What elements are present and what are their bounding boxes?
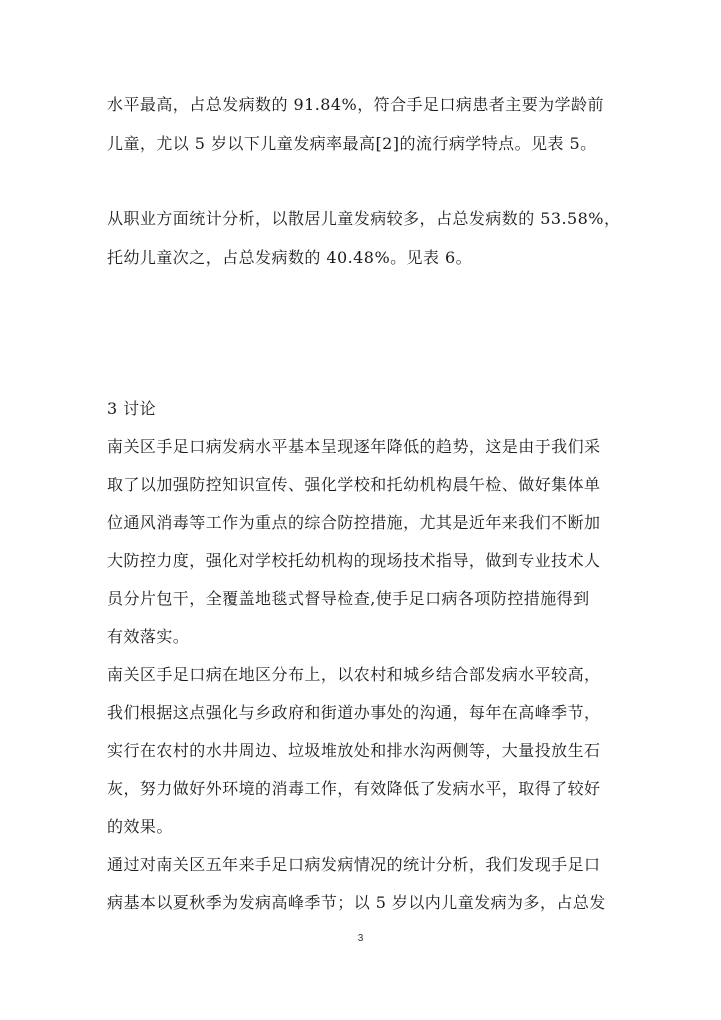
discussion-p1-line-6: 有效落实。 [107, 627, 190, 646]
section-heading: 3 讨论 [107, 399, 157, 418]
occupation-paragraph-line-1: 从职业方面统计分析，以散居儿童发病较多，占总发病数的 53.58%， [107, 209, 621, 228]
discussion-p2-line-3: 实行在农村的水井周边、垃圾堆放处和排水沟两侧等，大量投放生石 [107, 741, 601, 760]
discussion-p1-line-5: 员分片包干，全覆盖地毯式督导检查,使手足口病各项防控措施得到 [107, 589, 590, 608]
discussion-p3-line-1: 通过对南关区五年来手足口病发病情况的统计分析，我们发现手足口 [107, 855, 601, 874]
discussion-p3-line-2: 病基本以夏秋季为发病高峰季节；以 5 岁以内儿童发病为多，占总发 [107, 893, 606, 912]
occupation-paragraph-line-2: 托幼儿童次之，占总发病数的 40.48%。见表 6。 [107, 248, 473, 267]
discussion-p1-line-3: 位通风消毒等工作为重点的综合防控措施，尤其是近年来我们不断加 [107, 513, 601, 532]
discussion-p2-line-4: 灰，努力做好外环境的消毒工作，有效降低了发病水平，取得了较好 [107, 779, 601, 798]
age-paragraph-line-1: 水平最高，占总发病数的 91.84%，符合手足口病患者主要为学龄前 [107, 95, 604, 114]
discussion-p1-line-1: 南关区手足口病发病水平基本呈现逐年降低的趋势，这是由于我们采 [107, 437, 601, 456]
discussion-p2-line-1: 南关区手足口病在地区分布上，以农村和城乡结合部发病水平较高， [107, 665, 601, 684]
page-number: 3 [357, 933, 364, 944]
discussion-p1-line-2: 取了以加强防控知识宣传、强化学校和托幼机构晨午检、做好集体单 [107, 475, 601, 494]
age-paragraph-line-2: 儿童，尤以 5 岁以下儿童发病率最高[2]的流行病学特点。见表 5。 [107, 134, 597, 153]
discussion-p2-line-2: 我们根据这点强化与乡政府和街道办事处的沟通，每年在高峰季节， [107, 703, 601, 722]
discussion-p2-line-5: 的效果。 [107, 817, 173, 836]
discussion-p1-line-4: 大防控力度，强化对学校托幼机构的现场技术指导，做到专业技术人 [107, 551, 601, 570]
